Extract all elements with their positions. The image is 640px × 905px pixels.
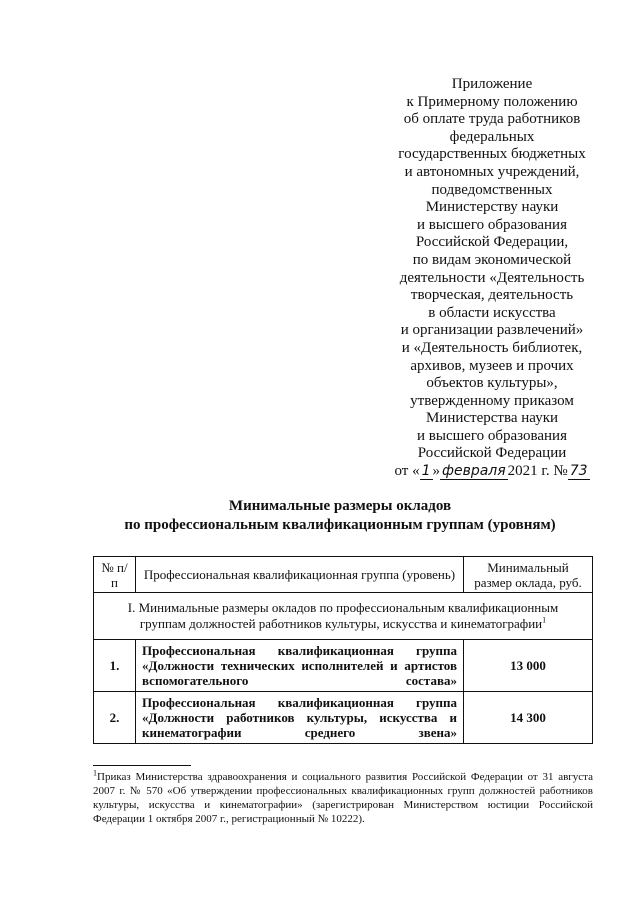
date-prefix: от « — [394, 463, 420, 480]
header-num: № п/п — [94, 557, 136, 593]
section-heading — [94, 593, 593, 640]
appendix-line: и высшего образования — [417, 216, 567, 233]
date-year: 2021 г. № — [507, 463, 568, 480]
date-month-handwritten: февраля — [442, 463, 506, 480]
appendix-line: утвержденному приказом — [410, 392, 574, 409]
appendix-line: Российской Федерации — [417, 445, 567, 462]
header-group: Профессиональная квалификационная группа (уровень) — [136, 557, 464, 593]
appendix-line: и организации развлечений» — [400, 322, 584, 339]
appendix-line: государственных бюджетных — [398, 146, 586, 163]
table-header-row — [94, 557, 593, 593]
row-number: 2. — [94, 692, 136, 744]
footnote-separator — [93, 765, 191, 766]
footnote — [93, 770, 593, 826]
date-middle: » — [432, 463, 440, 480]
salary-table — [93, 556, 593, 744]
appendix-line: архивов, музеев и прочих — [410, 357, 574, 374]
row-group-name: Профессиональная квалификационная группа «Должности работников культуры, искусства и кинематографии среднего звена» — [136, 692, 464, 744]
appendix-block — [384, 76, 600, 481]
appendix-line: Приложение — [451, 76, 533, 92]
appendix-line: Министерства науки — [425, 410, 559, 427]
table-row — [94, 640, 593, 692]
title-line-2: по профессиональным квалификационным группам (уровням) — [124, 517, 556, 533]
appendix-line: объектов культуры», — [426, 375, 558, 392]
footnote-ref: 1 — [542, 615, 547, 625]
document-title — [60, 497, 620, 535]
appendix-line: и высшего образования — [417, 427, 567, 444]
footnote-text: Приказ Министерства здравоохранения и социального развития Российской Федерации от 31 августа 2007 г. № 570 «Об утверждении профессиональных квалификационных групп должностей работников культуры, искусства и кинематографии» (зарегистрирован Министерством юстиции Российской Федерации 1 октября 2007 г., регистрационный № 10222). — [93, 771, 593, 825]
header-salary: Минимальный размер оклада, руб. — [464, 557, 593, 593]
order-number-handwritten: 73 — [569, 463, 588, 480]
appendix-line: подведомственных — [431, 181, 553, 198]
appendix-line: федеральных — [449, 128, 535, 145]
footnote-mark: 1 — [93, 768, 97, 778]
appendix-line: творческая, деятельность — [410, 287, 574, 304]
appendix-line: Российской Федерации, — [415, 234, 569, 251]
section-text: I. Минимальные размеры окладов по профессиональным квалификационным группам должностей работников культуры, искусства и кинематографии — [127, 600, 559, 631]
appendix-line: об оплате труда работников — [403, 111, 581, 128]
date-day-handwritten: 1 — [421, 463, 431, 480]
section-row — [94, 593, 593, 640]
table-row — [94, 692, 593, 744]
order-date-line — [384, 463, 600, 481]
appendix-line: и автономных учреждений, — [404, 163, 580, 180]
row-salary: 13 000 — [464, 640, 593, 692]
appendix-line: деятельности «Деятельность — [399, 269, 585, 286]
appendix-line: к Примерному положению — [406, 93, 578, 110]
title-line-1: Минимальные размеры окладов — [228, 498, 452, 514]
appendix-line: по видам экономической — [412, 251, 572, 268]
row-salary: 14 300 — [464, 692, 593, 744]
appendix-line: и «Деятельность библиотек, — [401, 339, 583, 356]
row-group-name: Профессиональная квалификационная группа «Должности технических исполнителей и артистов вспомогательного состава» — [136, 640, 464, 692]
appendix-line: в области искусства — [428, 304, 556, 321]
row-number: 1. — [94, 640, 136, 692]
appendix-line: Министерству науки — [425, 199, 559, 216]
